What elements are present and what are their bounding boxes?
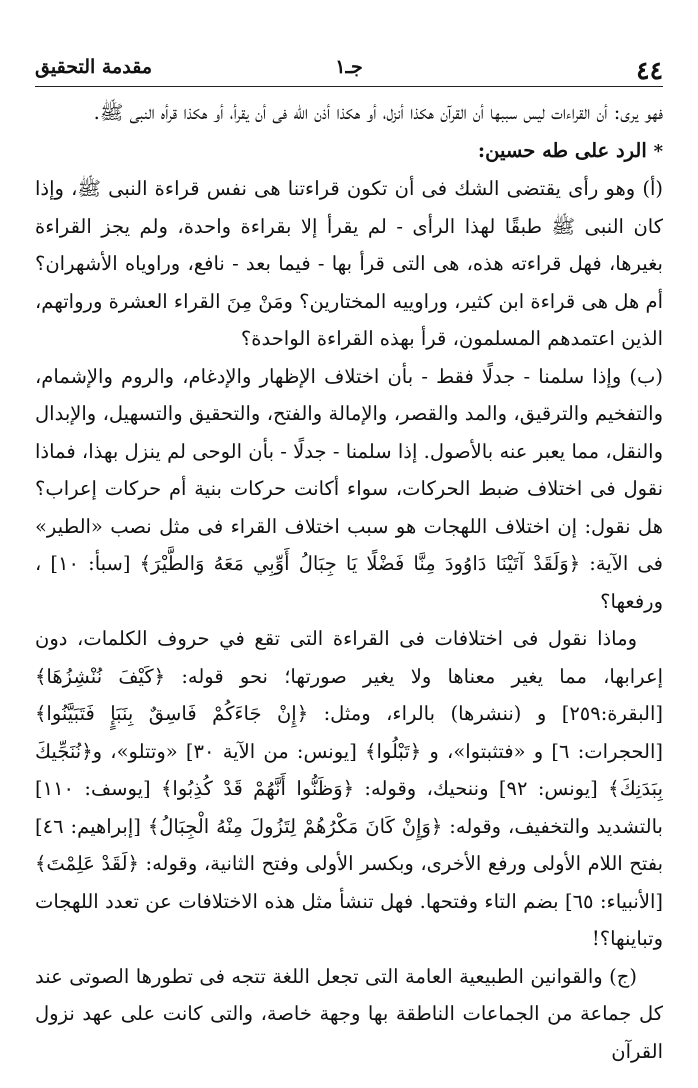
- heading-marker: *: [653, 140, 663, 162]
- header-rule: [35, 86, 663, 87]
- heading-text: الرد على طه حسين:: [477, 138, 647, 162]
- volume-label: جـ١: [335, 56, 363, 78]
- paragraph-alif: (أ) وهو رأى يقتضى الشك فى أن تكون قراءتنا هى نفس قراءة النبى ﷺ، وإذا كان النبى ﷺ طبقًا لهذا الرأى - لم يقرأ إلا بقراءة واحدة، ولم يجز القراءة بغيرها، فهل قراءته هذه، هى التى قرأ بها - فيما بعد - نافع، وراوياه الأشهران؟ أم هل هى قراءة ابن كثير، وراوييه المختارين؟ ومَنْ مِنَ القراء العشرة ورواتهم، الذين اعتمدهم المسلمون، قرأ بهذه القراءة الواحدة؟: [35, 177, 663, 350]
- page-number: ٤٤: [636, 56, 663, 85]
- page-body: [35, 94, 663, 1074]
- paragraph-wamadha: وماذا نقول فى اختلافات فى القراءة التى تقع في حروف الكلمات، دون إعرابها، مما يغير معناها ولا يغير صورتها؛ نحو قوله: ﴿كَيْفَ نُنْشِزُهَا﴾ [البقرة:٢٥٩] و (ننشرها) بالراء، ومثل: ﴿إِنْ جَاءَكُمْ فَاسِقٌ بِنَبَإٍ فَتَبَيَّنُوا﴾ [الحجرات: ٦] و «فتثبتوا»، و ﴿تَبْلُوا﴾ [يونس: من الآية ٣٠] «وتتلو»، و﴿نُنَجِّيكَ بِبَدَنِكَ﴾ [يونس: ٩٢] وننحيك، وقوله: ﴿وَظَنُّوا أَنَّهُمْ قَدْ كُذِبُوا﴾ [يوسف: ١١٠] بالتشديد والتخفيف، وقوله: ﴿وَإِنْ كَانَ مَكْرُهُمْ لِتَزُولَ مِنْهُ الْجِبَالُ﴾ [إبراهيم: ٤٦] بفتح اللام الأولى ورفع الأخرى، وبكسر الأولى وفتح الثانية، وقوله: ﴿لَقَدْ عَلِمْتَ﴾ [الأنبياء: ٦٥] بضم التاء وفتحها. فهل تنشأ مثل هذه الاختلافات عن تعدد اللهجات وتباينها؟!: [35, 627, 663, 950]
- running-title: مقدمة التحقيق: [35, 56, 152, 78]
- paragraph-ba: (ب) وإذا سلمنا - جدلًا فقط - بأن اختلاف الإظهار والإدغام، والروم والإشمام، والتفخيم والترقيق، والمد والقصر، والإمالة والفتح، والتحقيق والتسهيل، والإبدال والنقل، مما يعبر عنه بالأصول. إذا سلمنا - جدلًا - بأن الوحى لم ينزل بهذا، فماذا نقول فى اختلاف ضبط الحركات، سواء أكانت حركات بنية أم حركات إعراب؟ هل نقول: إن اختلاف اللهجات هو سبب اختلاف القراء فى مثل نصب «الطير» فى الآية: ﴿وَلَقَدْ آتَيْنَا دَاوُودَ مِنَّا فَضْلًا يَا جِبَالُ أَوِّبِي مَعَهُ وَالطَّيْرَ﴾ [سبأ: ١٠] ، ورفعها؟: [35, 364, 663, 613]
- section-heading: [35, 132, 663, 171]
- paragraph-intro: فهو يرى: أن القراءات ليس سببها أن القرآن هكذا أنزل، أو هكذا أذن الله فى أن يقرأ، أو هكذا قرأه النبى ﷺ.: [93, 101, 663, 124]
- paragraph-jim: (ج) والقوانين الطبيعية العامة التى تجعل اللغة تتجه فى تطورها الصوتى عند كل جماعة من الجماعات الناطقة بها وجهة خاصة، والتى كانت على عهد نزول القرآن: [35, 964, 663, 1063]
- page-header: [35, 50, 663, 85]
